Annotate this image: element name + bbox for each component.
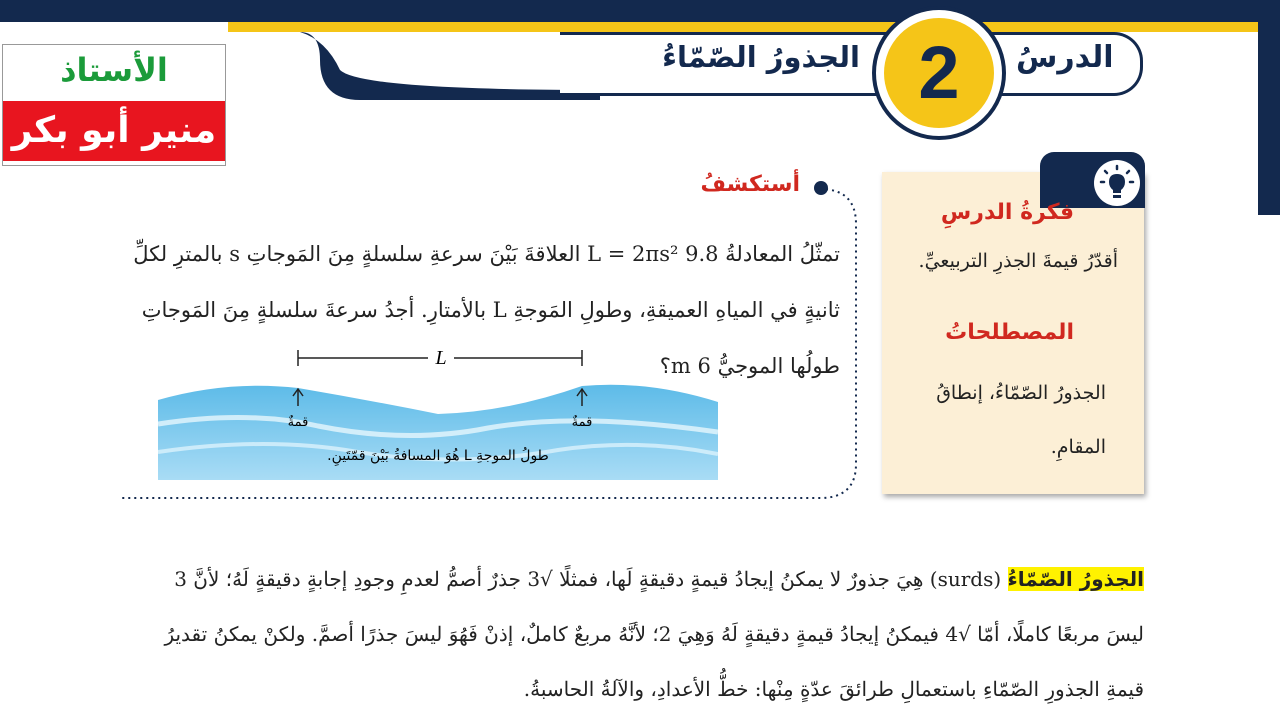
explore-bullet — [814, 181, 828, 195]
terms-text: الجذورُ الصّمّاءُ، إنطاقُ المقامِ. — [936, 382, 1106, 458]
teacher-name-box — [2, 44, 226, 166]
explore-line-2: ثانيةٍ في المياهِ العميقةِ، وطولِ المَوجةِ L بالأمتارِ. أجدُ سرعةَ سلسلةٍ مِنَ المَوجاتِ — [141, 298, 840, 322]
explore-line-3: طولُها الموجيُّ 6 m؟ — [659, 354, 840, 378]
surds-term: الجذورُ الصّمّاءُ — [1007, 567, 1144, 591]
crest-label-right: قمةٌ — [571, 415, 593, 430]
explore-line-1: تمثّلُ المعادلةُ 9.8 L = 2πs² العلاقةَ بَيْنَ سرعةِ سلسلةٍ مِنَ المَوجاتِ s بالمترِ لكلِّ — [133, 242, 840, 266]
wave-figure — [158, 340, 718, 480]
surds-line-2: ليسَ مربعًا كاملًا، أمّا √4 فيمكنُ إيجادُ قيمةٍ دقيقةٍ لَهُ وَهِيَ 2؛ لأنَّهُ مربعٌ كاملٌ، إذنْ فَهُوَ ليسَ جذرًا أصمَّ. ولكنْ يمكنُ تقديرُ — [164, 622, 1144, 646]
wave-length-symbol: L — [435, 347, 447, 369]
lesson-idea-text: أقدّرُ قيمةَ الجذرِ التربيعيِّ. — [918, 250, 1118, 272]
lesson-number: 2 — [918, 31, 960, 114]
surds-line-3: قيمةِ الجذورِ الصّمّاءِ باستعمالِ طرائقَ عدّةٍ مِنْها: خطُّ الأعدادِ، والآلةُ الحاسبةُ. — [523, 677, 1144, 701]
lesson-title: الجذورُ الصّمّاءُ — [662, 40, 860, 74]
teacher-title: الأستاذ — [60, 51, 168, 89]
terms-heading: المصطلحاتُ — [945, 320, 1074, 345]
surds-line-1 — [118, 552, 1144, 607]
teacher-name: منير أبو بكر — [3, 101, 225, 161]
surds-line-1-text: (surds) هِيَ جذورٌ لا يمكنُ إيجادُ قيمةٍ دقيقةٍ لَها، فمثلًا √3 جذرٌ أصمُّ لعدمِ وجودِ إجابةٍ دقيقةٍ لَهُ؛ لأنَّ 3 — [174, 567, 1002, 591]
lesson-label: الدرسُ — [1016, 40, 1114, 75]
wave-caption: طولُ الموجةِ L هُوَ المسافةُ بَيْنَ قمّتَينِ. — [327, 448, 549, 464]
lesson-idea-heading: فكرةُ الدرسِ — [940, 200, 1074, 225]
explore-heading: أستكشفُ — [700, 172, 800, 197]
lightbulb-icon — [1094, 160, 1140, 206]
surds-paragraph — [118, 552, 1144, 717]
crest-label-left: قمةٌ — [287, 415, 309, 430]
lesson-number-badge — [872, 6, 1006, 140]
